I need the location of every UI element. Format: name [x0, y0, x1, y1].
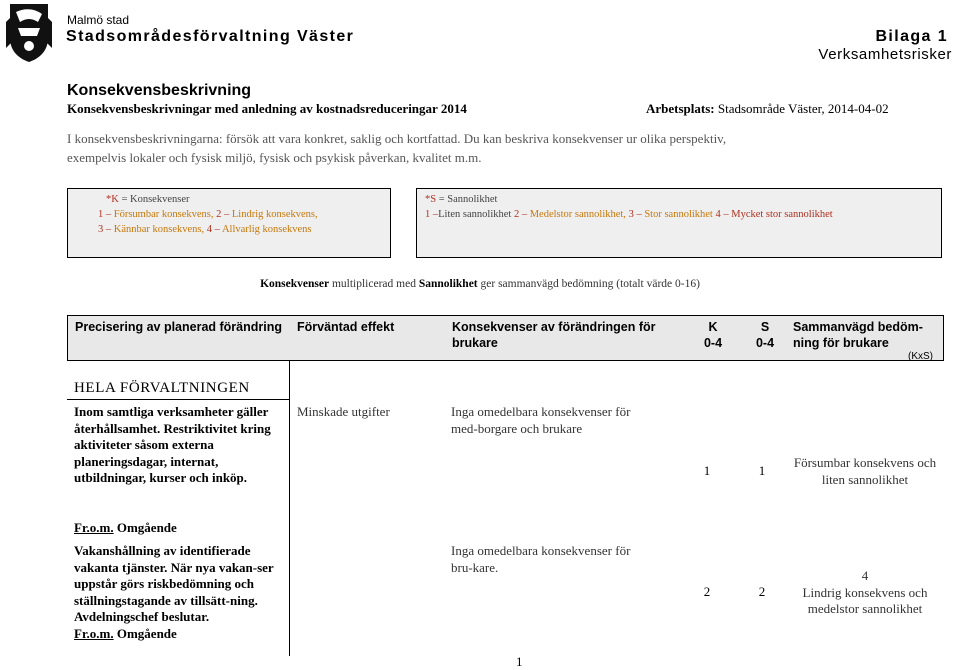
row1-s-value: 1	[758, 463, 766, 478]
administration-name: Stadsområdesförvaltning Väster	[66, 28, 355, 45]
s-level-2-number: 2 –	[513, 209, 530, 220]
workplace-label: Arbetsplats:	[646, 101, 715, 116]
row2-summary-score: 4	[861, 568, 869, 583]
row2-consequence: Inga omedelbara konsekvenser för bru-kare.	[451, 543, 631, 575]
row1-effect: Minskade utgifter	[297, 404, 390, 419]
column-divider	[289, 360, 290, 656]
city-crest-logo	[4, 2, 54, 64]
probability-key-box	[416, 188, 942, 258]
header-k-range: 0-4	[703, 336, 723, 350]
row2-k-value: 2	[703, 584, 711, 599]
header-s-range: 0-4	[755, 336, 775, 350]
s-level-2-text: Medelstor sannolikhet,	[529, 209, 629, 220]
table-header-row	[67, 315, 944, 361]
k-key-prefix: *K	[106, 194, 119, 205]
k-level-2-number: 2 –	[216, 209, 232, 220]
scoring-text-1: multiplicerad med	[329, 278, 419, 290]
header-summary	[793, 319, 933, 362]
row2-date-text: Omgående	[113, 625, 177, 641]
k-key-heading: = Konsekvenser	[118, 194, 190, 205]
k-level-2-text: Lindrig konsekvens,	[231, 209, 318, 220]
s-level-4-text: Mycket stor sannolikhet	[731, 209, 833, 220]
header-s-letter: S	[760, 320, 770, 334]
s-level-1-text: Liten sannolikhet	[438, 209, 514, 220]
k-level-4-number: 4 –	[206, 224, 222, 235]
s-level-3-text: Stor sannolikhet	[644, 209, 716, 220]
scoring-term-consequences: Konsekvenser	[260, 278, 330, 290]
row1-consequence: Inga omedelbara konsekvenser för med-borgare och brukare	[451, 404, 631, 436]
intro-line-1: I konsekvensbeskrivningarna: försök att vara konkret, saklig och kortfattad. Du kan beskriva konsekvenser ur olika perspektiv,	[67, 131, 727, 146]
category-label: Verksamhetsrisker	[818, 46, 952, 63]
row1-k-value: 1	[703, 463, 711, 478]
row2-summary-text: Lindrig konsekvens och medelstor sannolikhet	[802, 584, 928, 616]
header-summary-formula: (KxS)	[908, 351, 933, 362]
s-level-3-number: 3 –	[628, 209, 645, 220]
row1-summary: Försumbar konsekvens och liten sannolikhet	[793, 455, 937, 487]
workplace-info	[646, 101, 889, 117]
row1-change: Inom samtliga verksamheter gäller återhållsamhet. Restriktivitet kring aktiviteter såsom externa planeringsdagar, internat, utbildningar, kurser och inköp.	[74, 404, 271, 485]
row2-date-prefix: Fr.o.m.	[74, 625, 114, 641]
row1-date-prefix: Fr.o.m.	[74, 520, 114, 535]
row2-change-text: Vakanshållning av identifierade vakanta tjänster. När nya vakan-ser uppstår görs riskbedömning och ställningstagande av tillsätt-ning. Avdelningschef beslutar.	[74, 543, 274, 624]
k-level-1-number: 1 –	[98, 209, 114, 220]
intro-line-2: exempelvis lokaler och fysisk miljö, fysisk och psykisk påverkan, kvalitet m.m.	[67, 150, 482, 165]
city-name: Malmö stad	[67, 13, 130, 27]
document-subtitle: Konsekvensbeskrivningar med anledning av kostnadsreduceringar 2014	[67, 101, 467, 116]
header-effect: Förväntad effekt	[297, 320, 395, 334]
section-divider	[67, 399, 289, 400]
header-consequence: Konsekvenser av förändringen för brukare	[452, 320, 656, 350]
row2-summary	[790, 568, 940, 618]
k-level-3-text: Kännbar konsekvens,	[113, 224, 207, 235]
row2-change	[74, 543, 286, 642]
scoring-term-probability: Sannolikhet	[418, 278, 478, 290]
header-k	[703, 319, 723, 351]
s-level-1-number: 1 –	[425, 209, 439, 220]
section-heading: HELA FÖRVALTNINGEN	[74, 380, 250, 396]
scoring-explanation	[0, 278, 960, 290]
row1-date-text: Omgående	[113, 520, 177, 535]
s-level-4-number: 4 –	[715, 209, 732, 220]
header-s	[755, 319, 775, 351]
attachment-label: Bilaga 1	[875, 28, 948, 45]
s-key-heading: = Sannolikhet	[436, 194, 498, 205]
row1-date	[74, 520, 177, 537]
document-title: Konsekvensbeskrivning	[67, 82, 252, 99]
header-change: Precisering av planerad förändring	[75, 320, 283, 334]
header-k-letter: K	[708, 320, 718, 334]
row2-s-value: 2	[758, 584, 766, 599]
workplace-value: Stadsområde Väster, 2014-04-02	[714, 101, 889, 116]
k-level-4-text: Allvarlig konsekvens	[221, 224, 312, 235]
page-number: 1	[516, 654, 523, 669]
consequence-key-box	[67, 188, 391, 258]
scoring-text-2: ger sammanvägd bedömning (totalt värde 0-16)	[477, 278, 700, 290]
k-level-3-number: 3 –	[98, 224, 114, 235]
header-summary-text: Sammanvägd bedöm-ning för brukare	[793, 320, 923, 350]
s-key-prefix: *S	[425, 194, 437, 205]
k-level-1-text: Försumbar konsekvens,	[113, 209, 217, 220]
